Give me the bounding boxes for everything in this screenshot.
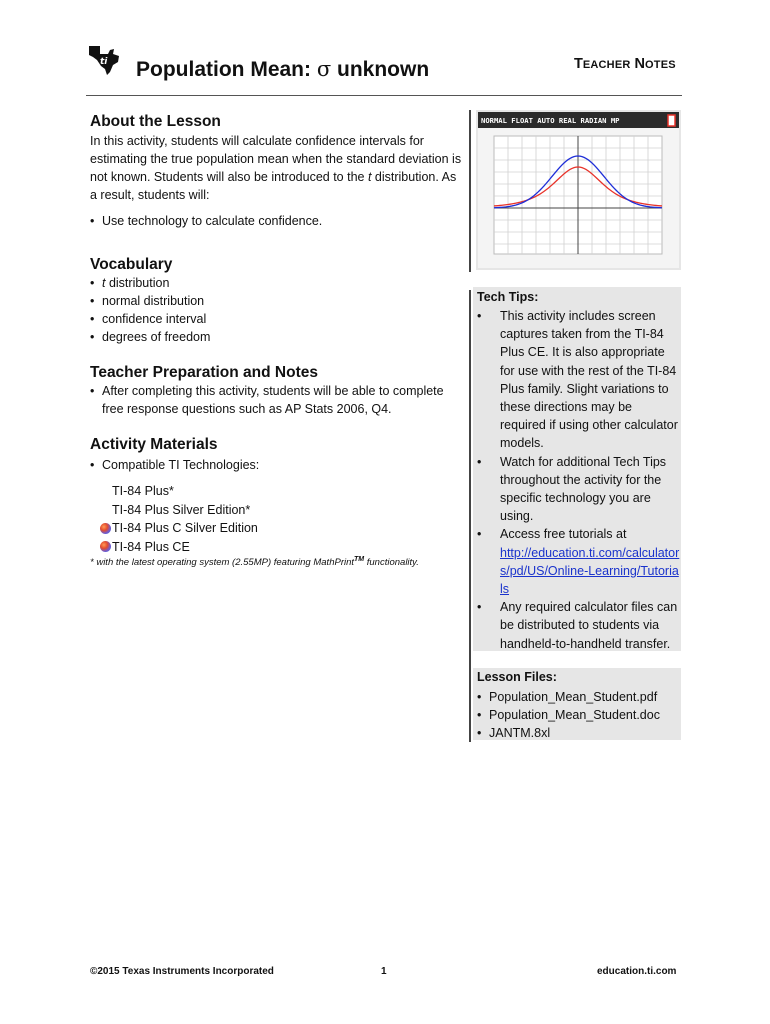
page-title: Population Mean: σ unknown [136,57,430,81]
technology-item: TI-84 Plus Silver Edition* [112,502,251,517]
footnote: * with the latest operating system (2.55MP) featuring MathPrint™ functionality. [90,556,419,569]
footer-website: education.ti.com [597,966,677,977]
tech-tip: • Any required calculator files can be distributed to students via handheld-to-handheld transfer. [477,600,678,651]
battery-icon [668,115,675,126]
list-item: • t distribution [90,274,462,292]
lesson-files-heading: Lesson Files: [477,670,557,684]
technology-item: TI-84 Plus C Silver Edition [100,519,258,538]
texas-instruments-logo [86,42,122,78]
about-lesson-bullets [90,212,462,230]
page-number: 1 [381,966,387,977]
sigma-symbol: σ [316,57,332,81]
calculator-screenshot [478,112,679,268]
sidebar-rule [469,110,471,272]
color-calculator-icon [100,541,111,552]
status-bar-text: NORMAL FLOAT AUTO REAL RADIAN MP [481,116,620,125]
technology-item: TI-84 Plus CE [100,538,258,557]
tech-tips-heading: Tech Tips: [477,290,539,304]
lesson-file: • Population_Mean_Student.pdf [477,688,681,706]
about-lesson-heading: About the Lesson [90,113,221,130]
list-item: • normal distribution [90,292,462,310]
lesson-file: • JANTM.8xl [477,724,681,742]
list-item: • Compatible TI Technologies: [90,456,462,474]
technology-list [100,482,258,556]
technology-item: TI-84 Plus* [112,484,174,498]
tech-tips-list [477,307,681,653]
header-divider [86,95,682,96]
tutorials-link[interactable]: http://education.ti.com/calculators/pd/US/Online-Learning/Tutorials [500,545,680,597]
list-item: • After completing this activity, students will be able to complete free response questions such as AP Stats 2006, Q4. [90,382,462,418]
tech-tip: • Watch for additional Tech Tips throughout the activity for the specific technology you are using. [477,454,667,524]
teacher-prep-heading: Teacher Preparation and Notes [90,364,318,381]
about-lesson-text: In this activity, students will calculate confidence intervals for estimating the true population mean when the standard deviation is not known. Students will also be introduced to the t distribution. As a result, students will: [90,134,462,202]
vocabulary-heading: Vocabulary [90,256,173,273]
svg-text:ti: ti [100,57,108,67]
color-calculator-icon [100,523,111,534]
footer-copyright: ©2015 Texas Instruments Incorporated [90,966,274,977]
tech-tip: • Access free tutorials at http://education.ti.com/calculators/pd/US/Online-Learning/Tutorials [477,527,680,597]
list-item: • confidence interval [90,310,462,328]
sidebar-rule [469,290,471,742]
lesson-file: • Population_Mean_Student.doc [477,706,681,724]
lesson-files-list [477,688,681,742]
vocabulary-list [90,274,462,346]
activity-materials-heading: Activity Materials [90,436,218,453]
list-item: • Use technology to calculate confidence. [90,212,462,230]
activity-materials-list [90,456,462,474]
teacher-prep-list [90,382,462,418]
teacher-notes-label: TEACHER NOTES [574,56,676,72]
tech-tip: • This activity includes screen captures taken from the TI-84 Plus CE. It is also appropriate for use with the rest of the TI-84 Plus family. Slight variations to these directions may be required if using other calculator models. [477,309,678,451]
list-item: • degrees of freedom [90,328,462,346]
